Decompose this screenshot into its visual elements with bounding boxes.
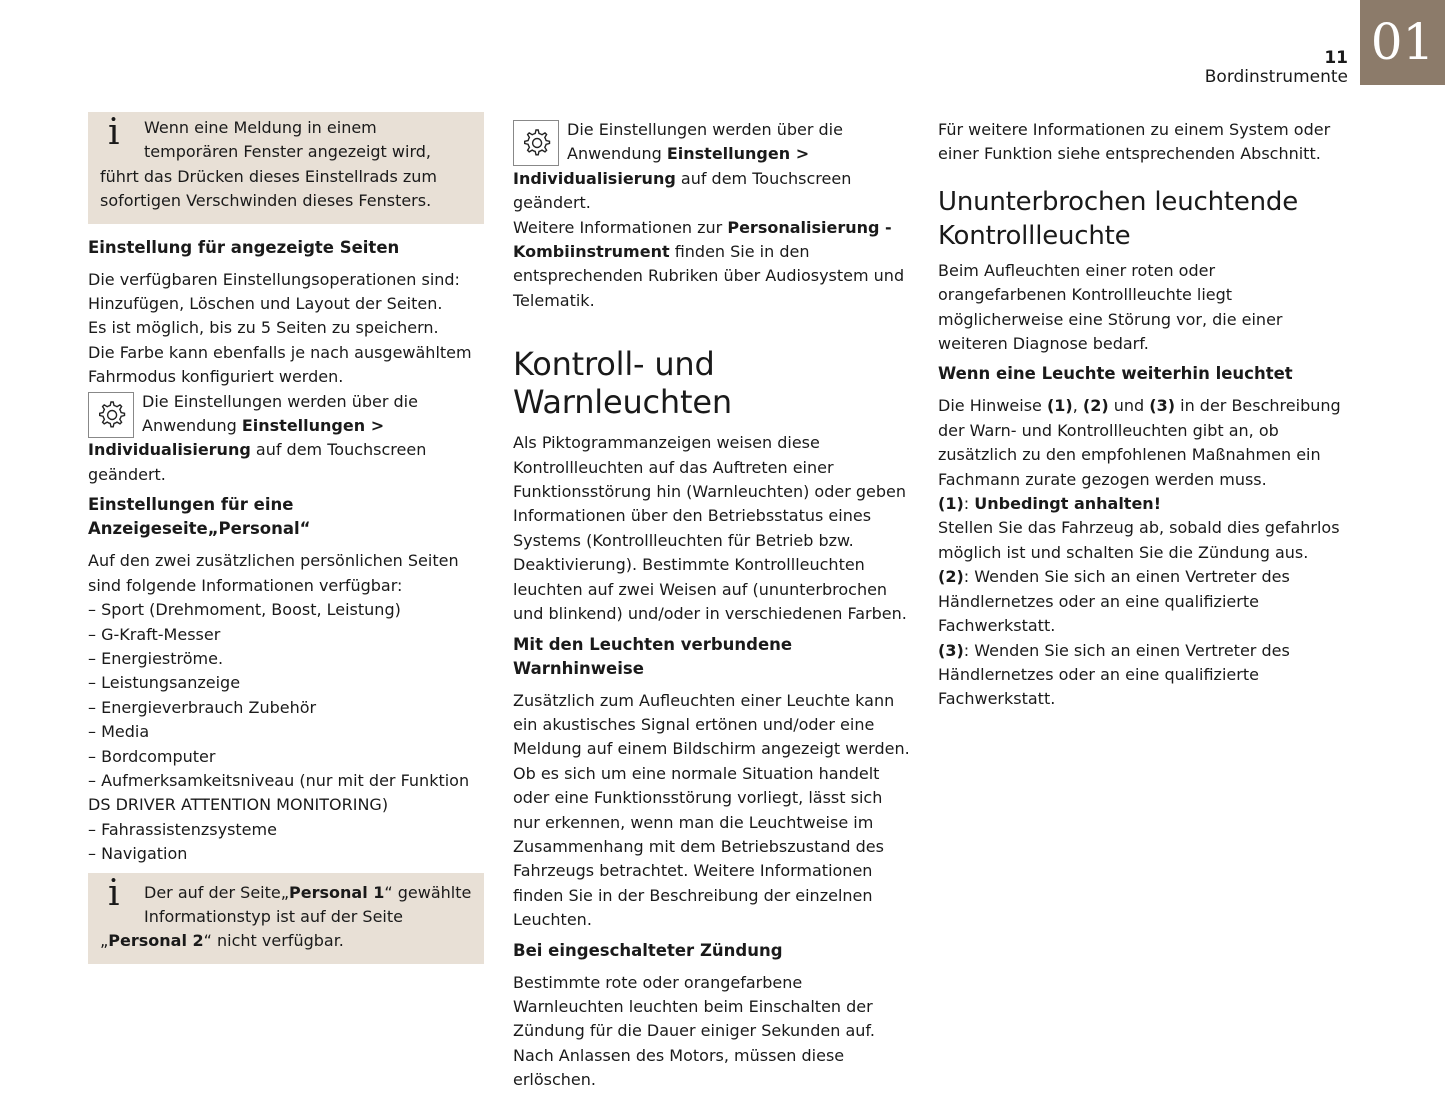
info-icon: i <box>108 112 120 153</box>
heading: Wenn eine Leuchte weiterhin leuchtet <box>938 364 1293 384</box>
paragraph: Bestimmte rote oder orangefarbene Warnleuchten leuchten beim Einschalten der Zündung für die Dauer einiger Sekunden auf. Nach Anlassen des Motors, müssen diese erlöschen. <box>513 972 875 1090</box>
paragraph: Die Farbe kann ebenfalls je nach ausgewähltem Fahrmodus konfiguriert werden. <box>88 342 472 387</box>
paragraph: (1): Unbedingt anhalten! <box>938 494 1161 514</box>
page-number: 11 <box>1324 48 1348 68</box>
list-item: – Sport (Drehmoment, Boost, Leistung) <box>88 598 484 622</box>
paragraph: Hinzufügen, Löschen und Layout der Seiten. <box>88 294 443 314</box>
settings-paragraph <box>513 118 913 216</box>
column-3 <box>938 118 1348 712</box>
paragraph: Die Hinweise (1), (2) und (3) in der Beschreibung der Warn- und Kontrollleuchten gibt an, ob zusätzlich zu den empfohlenen Maßnahmen ein Fachmann zurate gezogen werden muss. <box>938 396 1341 489</box>
settings-text: Die Einstellungen werden über die Anwendung <box>567 120 843 164</box>
settings-path: Einstellungen > Individualisierung <box>513 144 810 188</box>
list-item: – Energieverbrauch Zubehör <box>88 696 484 720</box>
paragraph: Beim Aufleuchten einer roten oder orangefarbenen Kontrollleuchte liegt möglicherweise eine Störung vor, die einer weiteren Diagnose bedarf. <box>938 260 1283 354</box>
list-item: – Leistungsanzeige <box>88 671 484 695</box>
section-heading: Ununterbrochen leuchtende Kontrollleuchte <box>938 186 1299 251</box>
settings-text: auf dem Touchscreen geändert. <box>513 168 852 213</box>
settings-path: Einstellungen > Individualisierung <box>88 416 385 460</box>
chapter-tab: 01 <box>1360 0 1445 85</box>
paragraph: Zusätzlich zum Aufleuchten einer Leuchte kann ein akustisches Signal ertönen und/oder eine Meldung auf einem Bildschirm angezeigt werden. <box>513 690 910 759</box>
column-1 <box>88 112 484 964</box>
note-text: Der auf der Seite„Personal 1“ gewählte Informationstyp ist auf der Seite „Personal 2“ nicht verfügbar. <box>100 882 472 951</box>
paragraph: (2): Wenden Sie sich an einen Vertreter des Händlernetzes oder an eine qualifizierte Fachwerkstatt. <box>938 567 1290 636</box>
heading: Einstellung für angezeigte Seiten <box>88 237 400 257</box>
note-text: Wenn eine Meldung in einem temporären Fenster angezeigt wird, führt das Drücken dieses Einstellrads zum sofortigen Verschwinden dieses Fensters. <box>100 118 438 211</box>
info-icon: i <box>108 872 120 914</box>
settings-text: Die Einstellungen werden über die Anwendung <box>142 391 418 436</box>
list-item: – Navigation <box>88 842 484 866</box>
section-title: Bordinstrumente <box>1204 67 1348 87</box>
settings-text: auf dem Touchscreen geändert. <box>88 440 427 484</box>
list-item: – Bordcomputer <box>88 745 484 769</box>
list-item: – Media <box>88 720 484 744</box>
paragraph: Für weitere Informationen zu einem System oder einer Funktion siehe entsprechenden Abschnitt. <box>938 120 1331 164</box>
gear-icon <box>513 120 559 166</box>
column-2 <box>513 118 913 1093</box>
paragraph: Weitere Informationen zur Personalisierung - Kombiinstrument finden Sie in den entsprechenden Rubriken über Audiosystem und Telematik. <box>513 217 905 310</box>
paragraph: Die verfügbaren Einstellungsoperationen sind: <box>88 269 460 289</box>
list-item: – G-Kraft-Messer <box>88 623 484 647</box>
info-list <box>88 598 484 866</box>
list-item: – Energieströme. <box>88 647 484 671</box>
paragraph: Als Piktogrammanzeigen weisen diese Kontrollleuchten auf das Auftreten einer Funktionsstörung hin (Warnleuchten) oder geben Informationen über den Betriebsstatus eines Systems (Kontrollleuchten für Betrieb bzw. Deaktivierung). Bestimmte Kontrollleuchten leuchten auf zwei Weisen auf (ununterbrochen und blinkend) und/oder in verschiedenen Farben. <box>513 433 907 624</box>
settings-paragraph <box>88 390 484 488</box>
paragraph: (3): Wenden Sie sich an einen Vertreter des Händlernetzes oder an eine qualifizierte Fachwerkstatt. <box>938 640 1290 709</box>
section-heading: Kontroll- und Warnleuchten <box>513 345 732 422</box>
list-item: – Aufmerksamkeitsniveau (nur mit der Funktion DS DRIVER ATTENTION MONITORING) <box>88 769 484 818</box>
heading: Mit den Leuchten verbundene Warnhinweise <box>513 634 793 678</box>
heading: Einstellungen für eine Anzeigeseite„Personal“ <box>88 495 311 539</box>
paragraph: Ob es sich um eine normale Situation handelt oder eine Funktionsstörung vorliegt, lässt sich nur erkennen, wenn man die Leuchtweise im Zusammenhang mit dem Betriebszustand des Fahrzeugs betrachtet. Weitere Informationen finden Sie in der Beschreibung der einzelnen Leuchten. <box>513 763 884 930</box>
paragraph: Stellen Sie das Fahrzeug ab, sobald dies gefahrlos möglich ist und schalten Sie die Zündung aus. <box>938 518 1340 562</box>
heading: Bei eingeschalteter Zündung <box>513 940 783 960</box>
gear-icon <box>88 392 134 438</box>
info-note-2 <box>88 873 484 964</box>
paragraph: Auf den zwei zusätzlichen persönlichen Seiten sind folgende Informationen verfügbar: <box>88 551 459 595</box>
info-note-1 <box>88 112 484 224</box>
list-item: – Fahrassistenzsysteme <box>88 818 484 842</box>
paragraph: Es ist möglich, bis zu 5 Seiten zu speichern. <box>88 318 439 338</box>
